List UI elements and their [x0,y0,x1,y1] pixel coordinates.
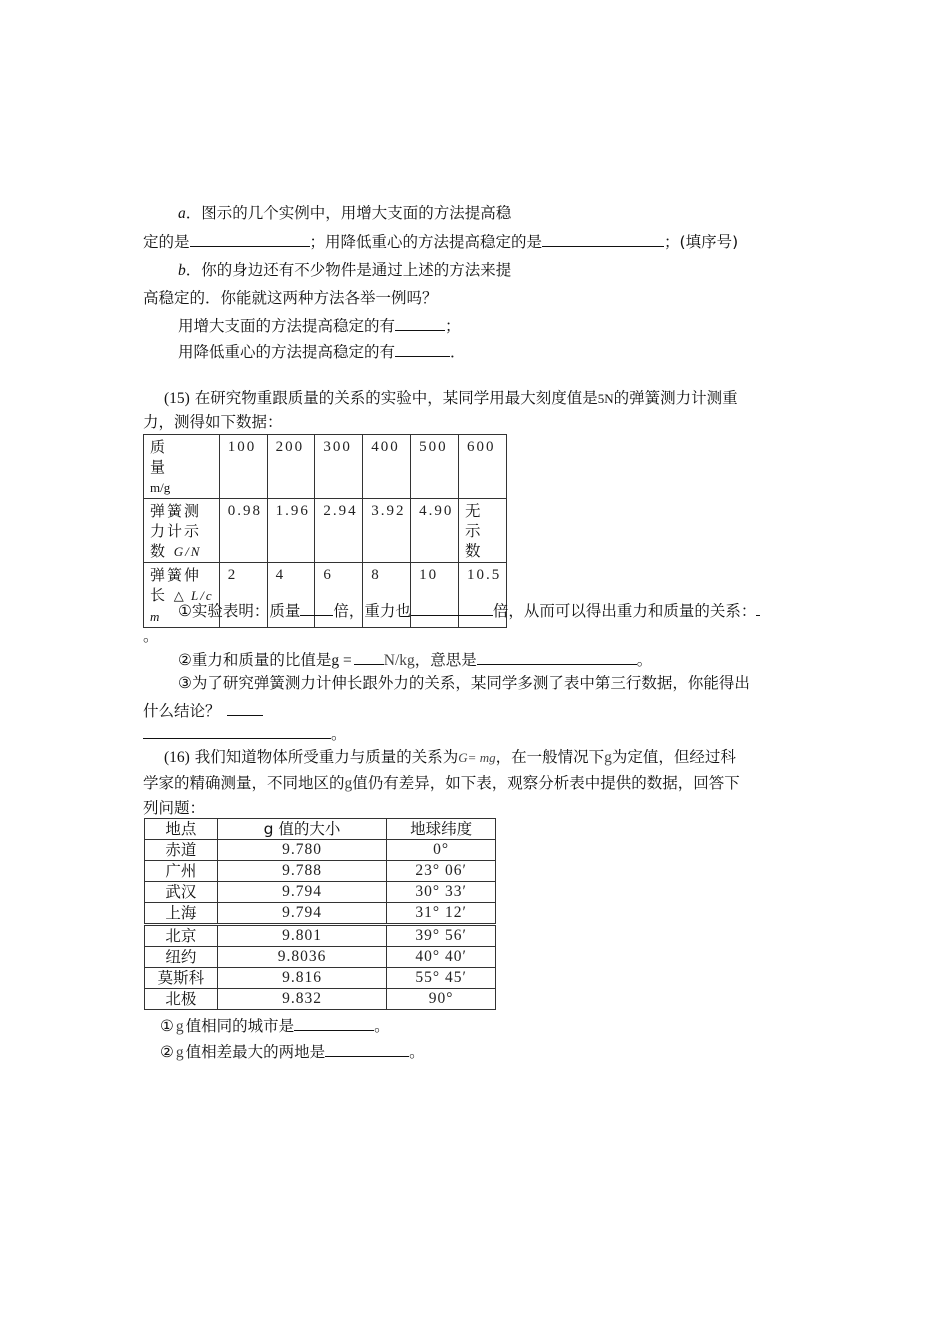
q15-text-line2: 力，测得如下数据： [143,413,283,431]
table-row-force: 弹簧测力计示数 G/N 0.98 1.96 2.94 3.92 4.90 无示数 [144,499,507,563]
table-row: 北极 9.832 90° [145,989,496,1010]
row-header-mass: 质 量 m/g [144,435,220,499]
part-a-label: a [178,205,186,222]
formula: G= mg [458,750,496,765]
q15-text-line1: (15) 在研究物重跟质量的关系的实验中，某同学用最大刻度值是5N的弹簧测力计测重 [164,389,738,407]
table-row: 莫斯科 9.816 55° 45′ [145,968,496,989]
answer-blank-meaning[interactable] [477,648,637,665]
answer-blank-relation[interactable] [756,599,760,616]
q16-sub2: ② g 值相差最大的两地是 。 [160,1040,425,1064]
q15-sub2: ②重力和质量的比值是g = N/kg，意思是 。 [178,648,652,672]
q15-sub3-line2: 什么结论？ [143,699,263,722]
answer-blank-mass-multiple[interactable] [300,599,333,616]
row-header-extension: 弹簧伸长 △ L/cm [144,563,220,628]
part-b-label: b [178,262,186,279]
table-row: 北京 9.801 39° 56′ [145,925,496,947]
answer-blank-support-area[interactable] [190,230,310,247]
answer-blank-gravity-multiple[interactable] [411,599,493,616]
part-b-q2: 用降低重心的方法提高稳定的有 ． [178,340,466,363]
part-b-q1: 用增大支面的方法提高稳定的有 ； [178,314,461,337]
table-row: 广州 9.788 23° 06′ [145,861,496,882]
part-a-line2: 定的是 ；用降低重心的方法提高稳定的是 ；(填序号) [143,230,738,253]
row-header-force: 弹簧测力计示数 G/N [144,499,220,563]
answer-blank-same-g-cities[interactable] [294,1014,374,1031]
table-row-extension: 弹簧伸长 △ L/cm 2 4 6 8 10 10.5 [144,563,507,628]
part-a-line1: a．图示的几个实例中，用增大支面的方法提高稳 [178,204,512,222]
answer-blank-conclusion[interactable] [143,722,331,739]
q16-number: (16) [164,749,190,766]
q16-text-line3: 列问题： [143,799,206,817]
q16-gravity-table [144,818,496,1010]
answer-blank-lower-center[interactable] [542,230,664,247]
table-row-mass: 质 量 m/g 100 200 300 400 500 600 [144,435,507,499]
part-b-line2: 高稳定的．你能就这两种方法各举一例吗？ [143,289,438,307]
q15-sub1: ①实验表明：质量 倍，重力也 倍，从而可以得出重力和质量的关系： [178,599,760,622]
answer-blank-conclusion-start[interactable] [227,699,263,716]
q16-text-line2: 学家的精确测量，不同地区的g值仍有差异，如下表，观察分析表中提供的数据，回答下 [143,774,740,792]
table-header-row: 地点 g 值的大小 地球纬度 [145,819,496,840]
q16-sub1: ① g 值相同的城市是 。 [160,1014,390,1038]
answer-blank-example-1[interactable] [395,314,445,331]
answer-blank-max-diff-places[interactable] [325,1040,409,1057]
q15-number: (15) [164,390,190,407]
answer-blank-g-value[interactable] [354,648,384,665]
table-row: 纽约 9.8036 40° 40′ [145,947,496,968]
q15-sub3-line3: 。 [143,722,347,745]
table-row: 上海 9.794 31° 12′ [145,903,496,925]
table-row: 赤道 9.780 0° [145,840,496,861]
q15-sub3-line1: ③为了研究弹簧测力计伸长跟外力的关系，某同学多测了表中第三行数据，你能得出 [178,674,750,692]
q15-sub1-end: 。 [143,627,159,645]
table-row: 武汉 9.794 30° 33′ [145,882,496,903]
part-b-line1: b．你的身边还有不少物件是通过上述的方法来提 [178,261,512,279]
answer-blank-example-2[interactable] [395,340,450,357]
q16-text-line1: (16) 我们知道物体所受重力与质量的关系为G= mg，在一般情况下g为定值，但经过科 [164,748,736,766]
